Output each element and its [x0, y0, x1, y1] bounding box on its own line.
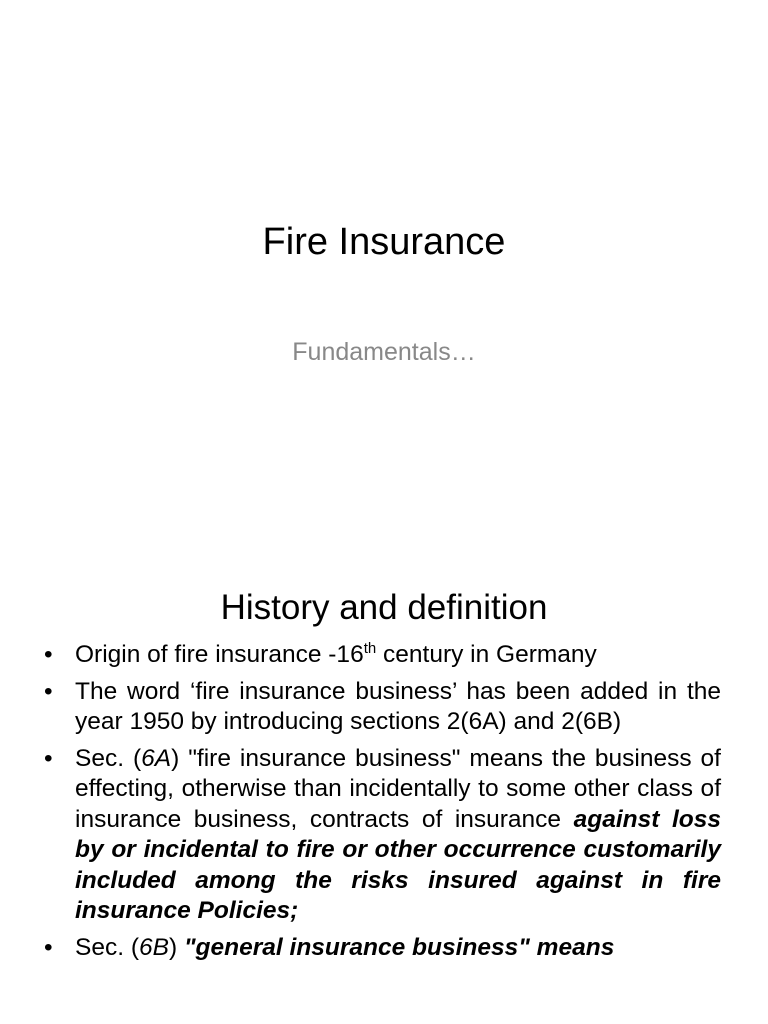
bullet-sec-6b-emphasis: "general insurance business" means — [183, 933, 615, 961]
section-ref-6b: 6B — [139, 933, 169, 961]
bullet-sec-6b — [0, 933, 768, 964]
section-heading: History and definition — [220, 588, 548, 627]
bullet-sec-6a-emphasis: against loss by or incidental to fire or other occurrence customarily included among the risks insured against in fire insurance Policies; — [75, 805, 721, 924]
bullet-marker: • — [44, 641, 53, 668]
bullet-sec-6b-pre: Sec. ( — [75, 933, 139, 961]
bullet-marker: • — [44, 677, 53, 705]
bullet-marker: • — [44, 744, 53, 772]
bullet-marker: • — [44, 933, 53, 961]
bullet-word-added-text: The word ‘fire insurance business’ has been added in the year 1950 by introducing sections 2(6A) and 2(6B) — [75, 677, 721, 735]
bullet-sec-6a — [0, 744, 768, 927]
bullet-origin — [0, 640, 768, 671]
section-ref-6a: 6A — [141, 744, 172, 772]
bullet-list — [0, 640, 768, 969]
bullet-sec-6a-pre: Sec. ( — [75, 744, 142, 772]
slide-title: Fire Insurance — [262, 221, 506, 263]
bullet-sec-6a-text: ) "fire insurance business" means the business of effecting, otherwise than incidentally to some other class of insurance business, contracts of insurance — [75, 744, 721, 833]
bullet-origin-text: Origin of fire insurance -16 — [75, 641, 364, 668]
slide-subtitle: Fundamentals… — [292, 338, 476, 366]
bullet-word-added — [0, 677, 768, 738]
ordinal-suffix: th — [363, 639, 377, 657]
bullet-sec-6b-mid: ) — [168, 933, 184, 961]
bullet-origin-text-end: century in Germany — [376, 641, 597, 668]
